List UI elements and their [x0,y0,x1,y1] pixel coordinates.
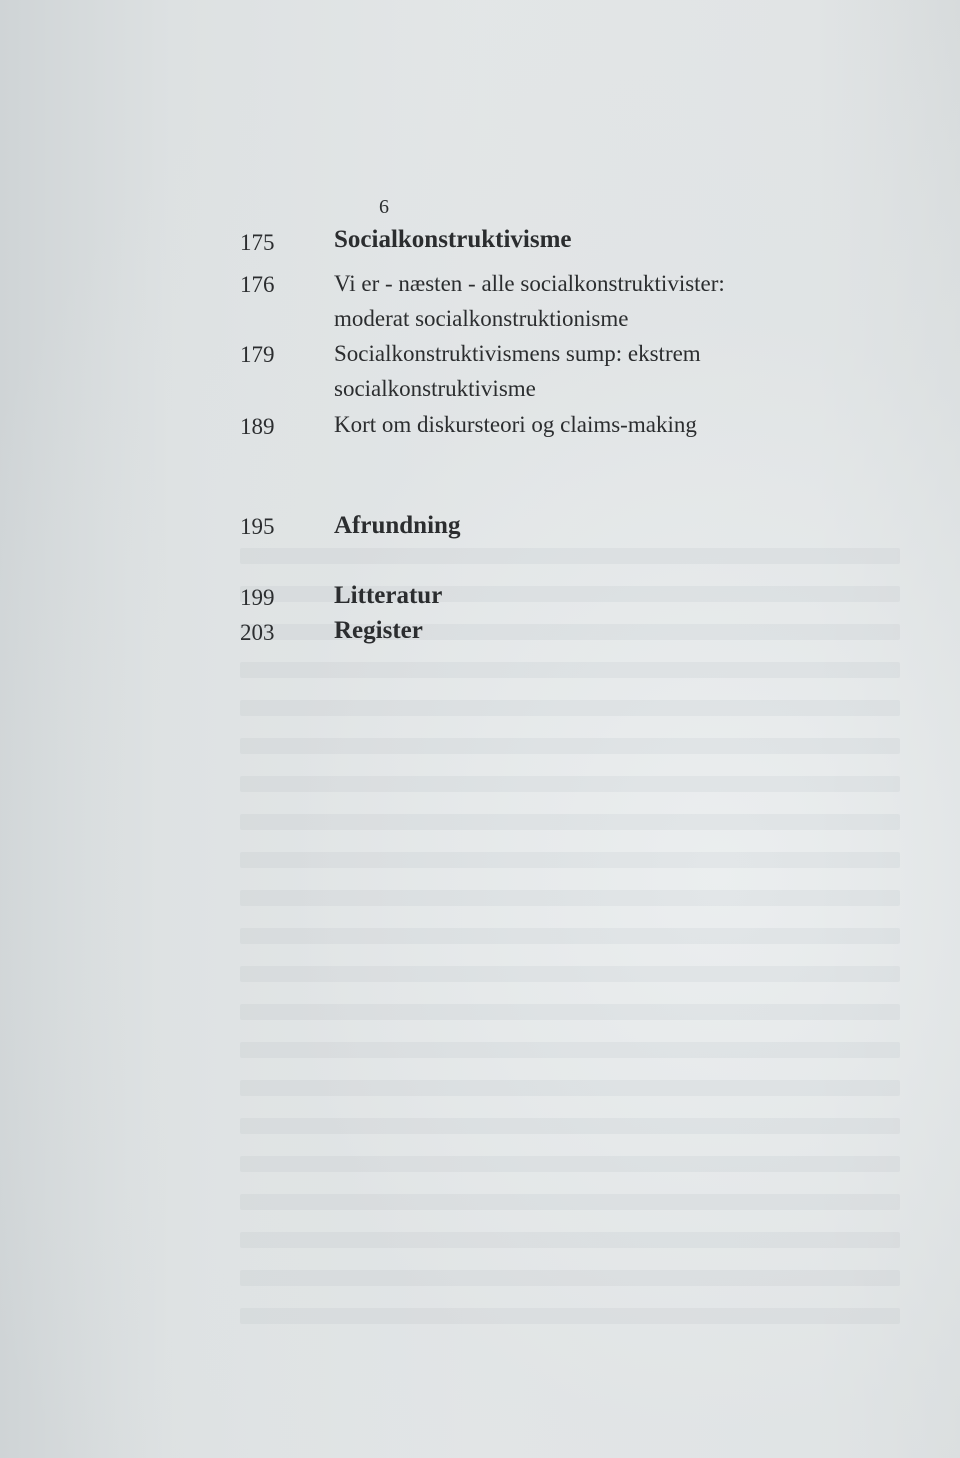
show-through-line [240,814,900,830]
toc-chapter-title: Afrundning [334,512,461,539]
toc-title-line: Vi er - næsten - alle socialkonstruktivister: [334,271,725,296]
show-through-line [240,1118,900,1134]
toc-chapter-title: Socialkonstruktivisme [334,226,572,253]
toc-section-title: Kort om diskursteori og claims-making [334,412,697,437]
show-through-line [240,852,900,868]
toc-page-number: 203 [240,620,275,645]
show-through-line [240,966,900,982]
toc-chapter-title: Litteratur [334,582,443,609]
show-through-line [240,890,900,906]
show-through-line [240,1004,900,1020]
toc-page-number: 199 [240,585,275,610]
toc-title-line: moderat socialkonstruktionisme [334,306,629,331]
show-through-line [240,548,900,564]
toc-page-number: 179 [240,342,275,367]
show-through-line [240,1270,900,1286]
show-through-line [240,1042,900,1058]
toc-title-line: socialkonstruktivisme [334,376,536,401]
toc-page-number: 176 [240,272,275,297]
show-through-line [240,1080,900,1096]
toc-page-number: 175 [240,230,275,255]
show-through-line [240,1308,900,1324]
show-through-line [240,928,900,944]
toc-section-title [334,336,701,406]
show-through-line [240,1232,900,1248]
show-through-line [240,662,900,678]
toc-chapter-title: Register [334,617,423,644]
toc-page-number: 189 [240,414,275,439]
toc-page-number: 195 [240,514,275,539]
show-through-line [240,700,900,716]
show-through-line [240,1156,900,1172]
toc-section-title [334,266,725,336]
show-through-line [240,738,900,754]
toc-title-line: Socialkonstruktivismens sump: ekstrem [334,341,701,366]
page-number: 6 [379,196,389,218]
show-through-line [240,1194,900,1210]
show-through-line [240,776,900,792]
